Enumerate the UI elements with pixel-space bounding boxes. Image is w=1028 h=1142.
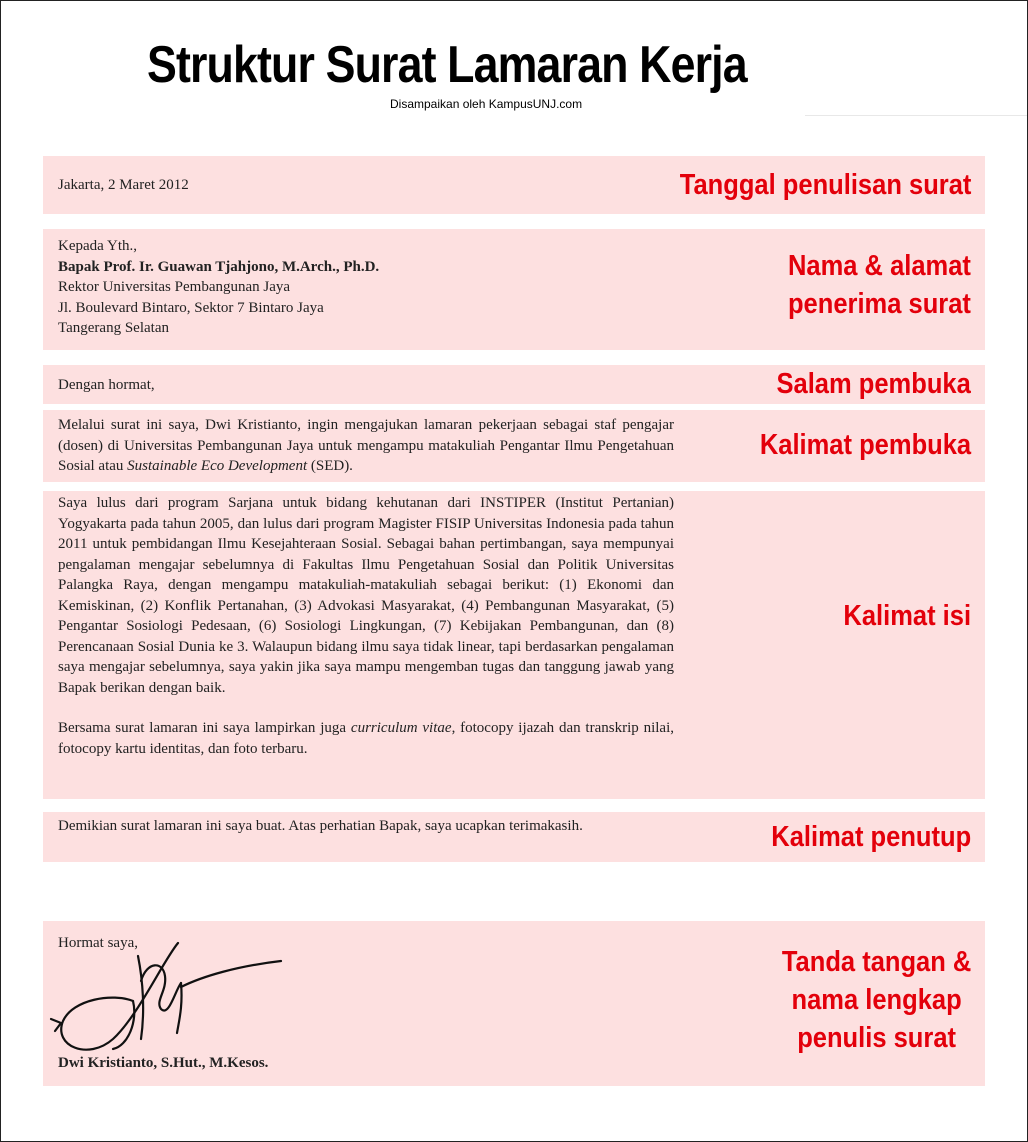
label-recipient xyxy=(788,247,971,323)
section-recipient xyxy=(43,229,985,350)
section-greeting xyxy=(43,365,985,404)
page-subtitle: Disampaikan oleh KampusUNJ.com xyxy=(390,97,583,111)
opening-text-end: (SED). xyxy=(307,458,353,474)
label-greeting: Salam pembuka xyxy=(776,368,971,400)
label-date: Tanggal penulisan surat xyxy=(679,169,971,201)
letter-closing: Demikian surat lamaran ini saya buat. Atas perhatian Bapak, saya ucapkan terimakasih. xyxy=(58,818,583,834)
page-title: Struktur Surat Lamaran Kerja xyxy=(147,36,747,94)
section-signature xyxy=(43,921,985,1086)
section-closing xyxy=(43,812,985,862)
opening-italic: Sustainable Eco Development xyxy=(127,458,308,474)
letter-date: Jakarta, 2 Maret 2012 xyxy=(58,176,189,193)
section-opening xyxy=(43,410,985,482)
recipient-line: Kepada Yth., xyxy=(58,238,137,254)
label-recipient-line: penerima surat xyxy=(788,288,971,320)
recipient-line: Tangerang Selatan xyxy=(58,320,169,336)
subtitle-rule xyxy=(805,115,1027,116)
letter-body xyxy=(58,493,674,759)
section-date xyxy=(43,156,985,214)
label-body: Kalimat isi xyxy=(843,600,971,632)
letter-recipient xyxy=(58,236,674,339)
label-signature-line: Tanda tangan & xyxy=(781,946,971,978)
body-paragraph: Saya lulus dari program Sarjana untuk bidang kehutanan dari INSTIPER (Institut Pertanian) Yogyakarta pada tahun 2005, dan lulus dari program Magister FISIP Universitas Indonesia pada tahun 2011 untuk pembidangan Ilmu Kesejahteraan Sosial. Sebagai bahan pertimbangan, saya mempunyai pengalaman mengajar sebelumnya di Fakultas Ilmu Pengetahuan Sosial dan Politik Universitas Palangka Raya, dengan mengampu matakuliah-matakuliah sebagai berikut: (1) Ekonomi dan Kemiskinan, (2) Konflik Pertanahan, (3) Advokasi Masyarakat, (4) Pembangunan Masyarakat, (5) Pengantar Sosiologi Pedesaan, (6) Sosiologi Lingkungan, (7) Kebijakan Pembangunan, dan (8) Perencanaan Sosial Dunia ke 3. Walaupun bidang ilmu saya tidak linear, tapi berdasarkan pengalaman saya mengajar sebelumnya, saya yakin jika saya mampu mengemban tugas dan tanggung jawab yang Bapak berikan dengan baik. xyxy=(58,495,674,696)
signer-name-text: Dwi Kristianto, S.Hut., M.Kesos. xyxy=(58,1055,269,1071)
label-opening: Kalimat pembuka xyxy=(759,429,971,461)
recipient-name: Bapak Prof. Ir. Guawan Tjahjono, M.Arch., Ph.D. xyxy=(58,258,380,275)
recipient-line: Jl. Boulevard Bintaro, Sektor 7 Bintaro Jaya xyxy=(58,299,324,316)
recipient-line: Rektor Universitas Pembangunan Jaya xyxy=(58,279,291,295)
opening-text: Melalui surat ini saya, Dwi Kristianto, ingin mengajukan lamaran pekerjaan sebagai staf pengajar (dosen) di Universitas Pembangunan Jaya untuk mengampu matakuliah Pengantar Ilmu Pengetahuan Sosial atau xyxy=(58,417,674,474)
body-text-end: , fotocopy ijazah dan transkrip nilai, fotocopy kartu identitas, dan foto terbaru. xyxy=(58,720,674,757)
label-signature xyxy=(781,943,971,1057)
label-recipient-line: Nama & alamat xyxy=(788,250,971,282)
section-body xyxy=(43,491,985,799)
letter-salutation: Hormat saya, xyxy=(58,935,138,951)
signer-name xyxy=(58,1053,674,1074)
letter-opening xyxy=(58,415,674,477)
body-text: Bersama surat lamaran ini saya lampirkan juga xyxy=(58,720,351,736)
body-italic: curriculum vitae xyxy=(350,720,452,736)
body-paragraph xyxy=(58,718,674,759)
label-signature-line: penulis surat xyxy=(796,1022,956,1054)
letter-greeting: Dengan hormat, xyxy=(58,376,155,393)
label-signature-line: nama lengkap xyxy=(791,984,962,1016)
label-closing: Kalimat penutup xyxy=(771,821,971,853)
